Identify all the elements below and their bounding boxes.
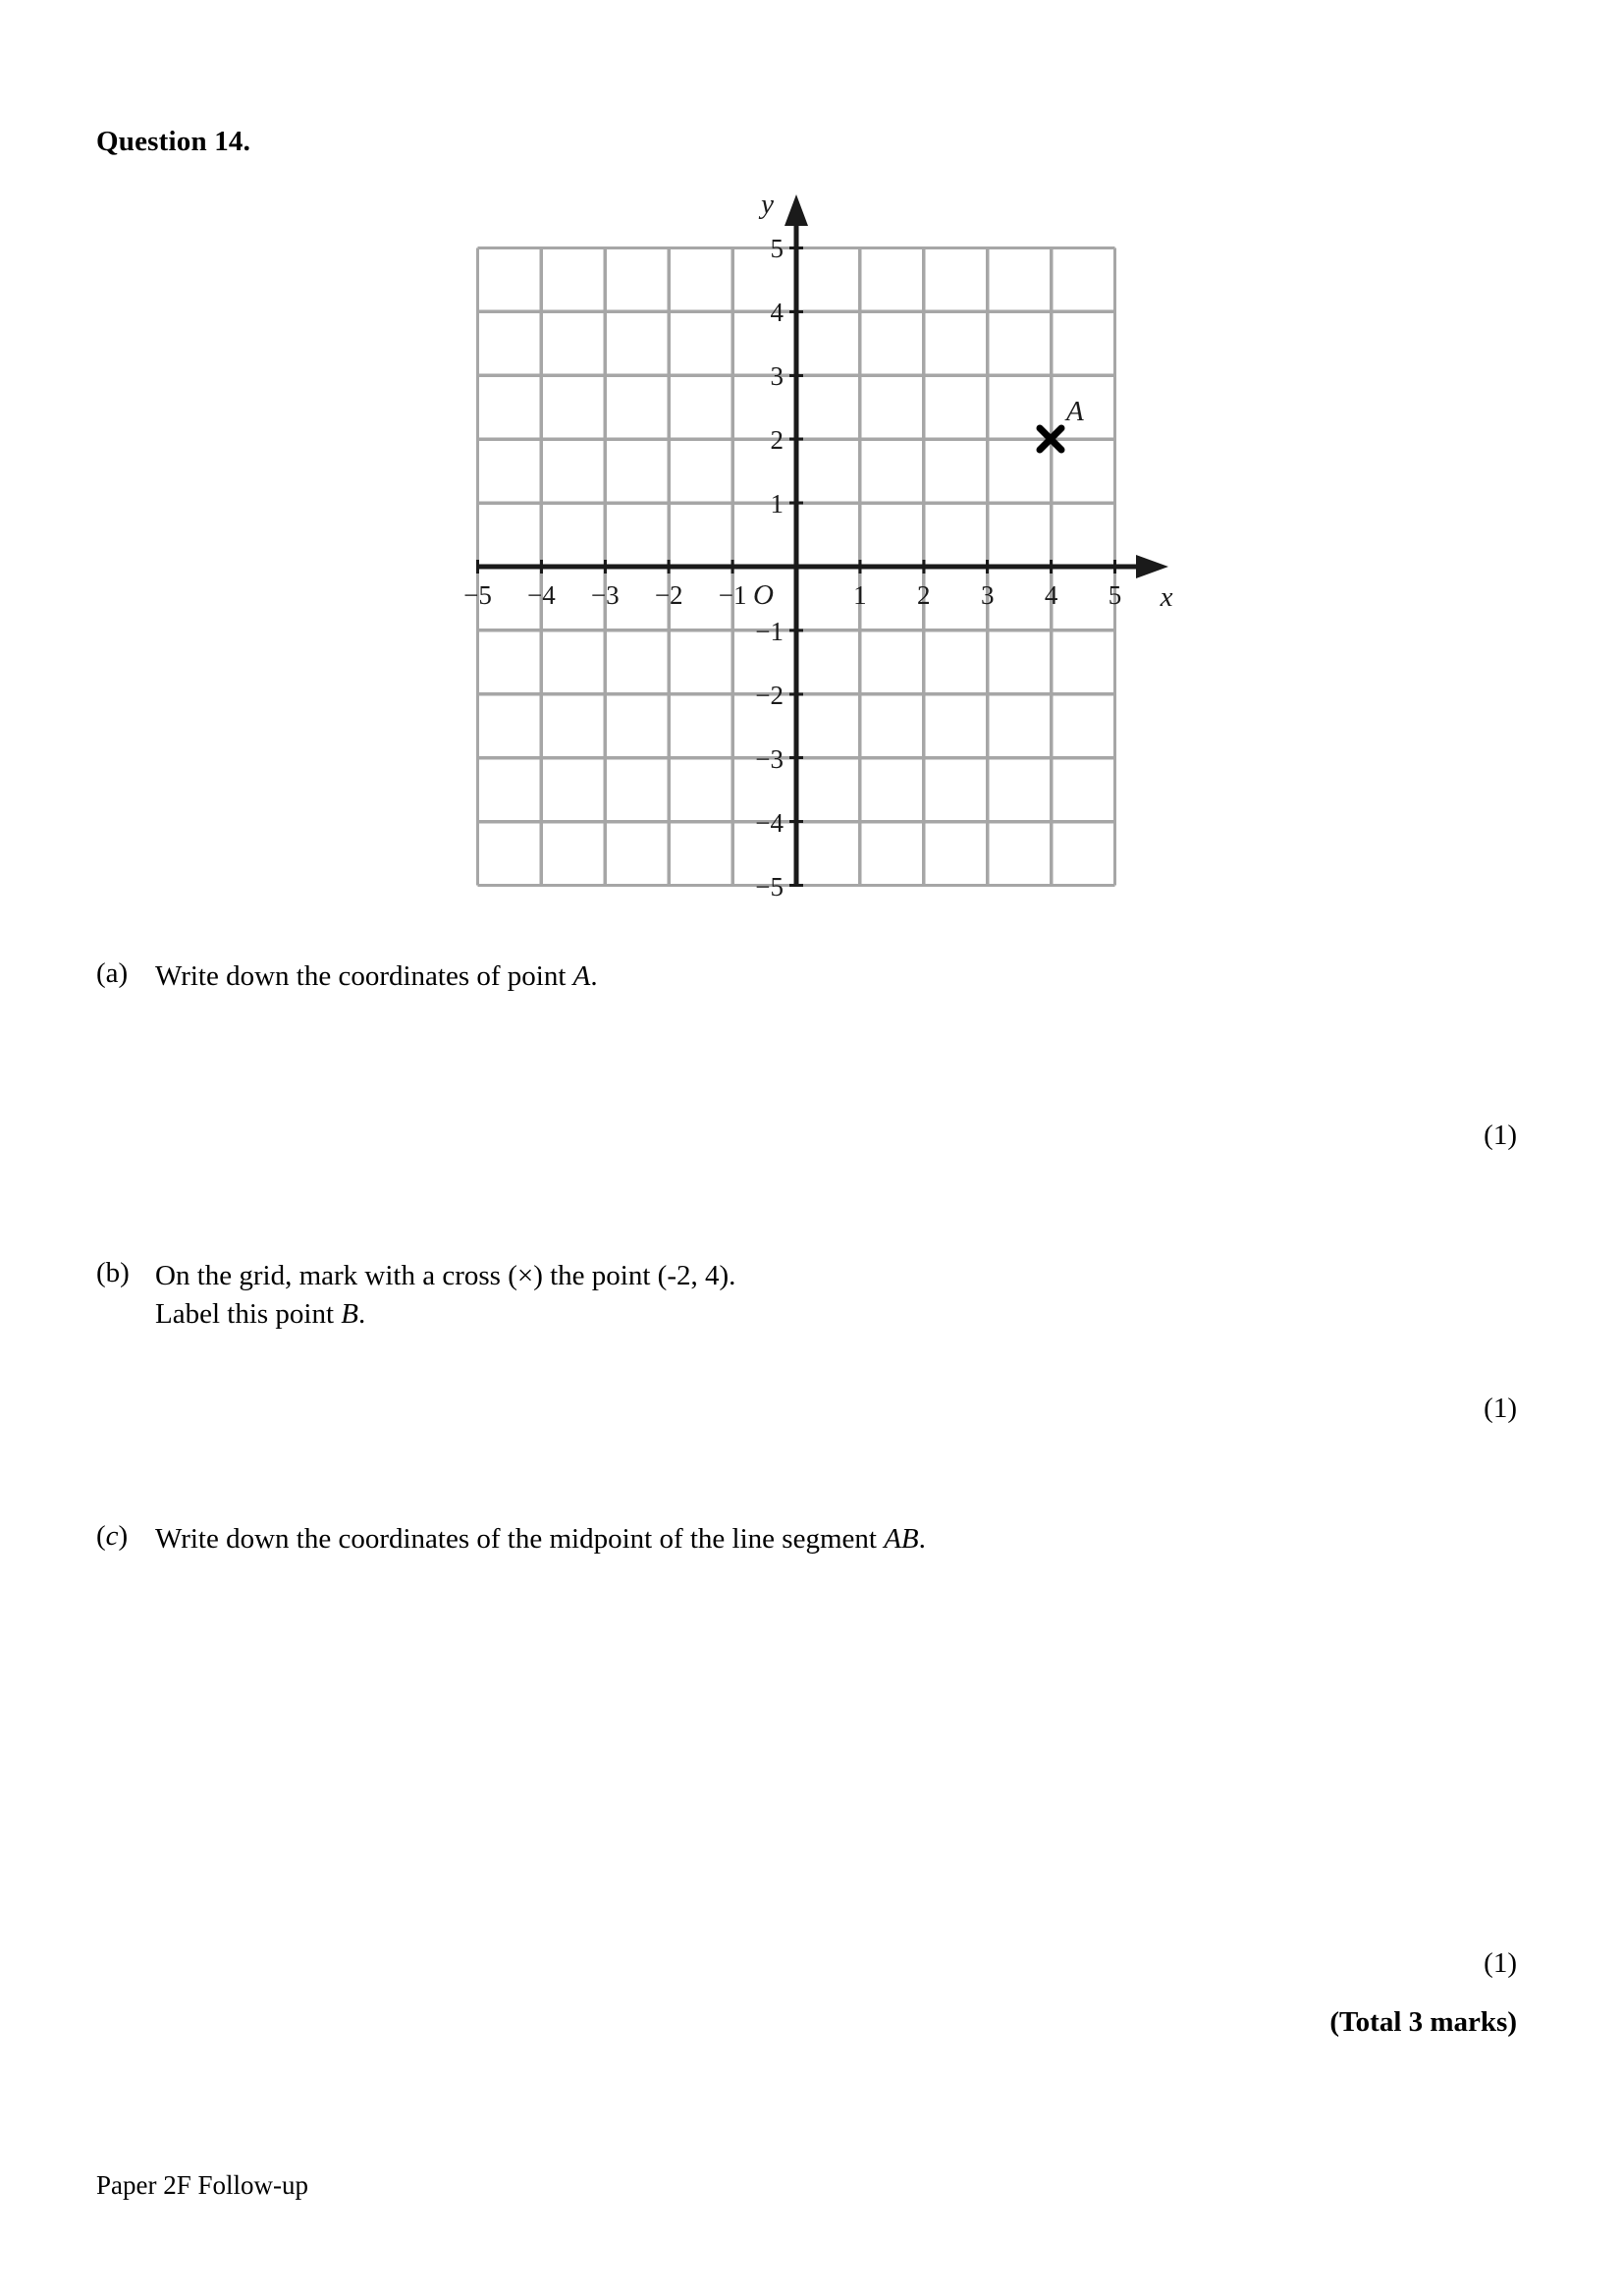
x-axis-arrow <box>1136 555 1168 578</box>
part-c-text-tail: . <box>918 1523 926 1555</box>
part-c-label <box>96 1520 128 1553</box>
y-tick-label: 5 <box>770 234 784 263</box>
part-a-point-name: A <box>572 960 591 992</box>
part-b-point-name: B <box>341 1298 358 1331</box>
page-footer: Paper 2F Follow-up <box>96 2170 308 2200</box>
origin-label: O <box>753 579 774 611</box>
y-axis-label: y <box>761 189 774 220</box>
y-tick-label: 3 <box>770 361 784 391</box>
part-a-text-tail: . <box>590 960 598 992</box>
y-axis-arrow <box>784 194 808 226</box>
part-b-line-2 <box>155 1295 735 1334</box>
part-b-line-2-tail: . <box>358 1298 366 1331</box>
part-b-text <box>155 1257 735 1334</box>
part-b-label: (b) <box>96 1257 130 1288</box>
part-c-label-close: ) <box>118 1520 129 1552</box>
x-tick-label: −3 <box>590 580 620 610</box>
point-a-label: A <box>1066 396 1084 427</box>
y-tick-label: −4 <box>755 808 784 838</box>
x-tick-label: 1 <box>853 580 867 610</box>
part-c-text <box>155 1520 926 1558</box>
x-tick-label: 4 <box>1044 580 1058 610</box>
x-tick-label: 2 <box>917 580 931 610</box>
x-tick-labels <box>463 580 1121 610</box>
x-tick-label: −4 <box>527 580 556 610</box>
coordinate-grid-figure <box>393 177 1198 933</box>
part-a-text <box>155 957 598 996</box>
x-tick-label: −1 <box>718 580 747 610</box>
y-tick-label: −5 <box>755 872 784 902</box>
y-tick-label: −3 <box>755 744 784 774</box>
part-c-text-main: Write down the coordinates of the midpoint of the line segment <box>155 1523 885 1555</box>
x-tick-label: −5 <box>463 580 492 610</box>
page-title: Question 14. <box>96 126 251 157</box>
x-tick-label: 5 <box>1108 580 1122 610</box>
y-tick-label: −1 <box>755 617 784 646</box>
y-tick-label: 4 <box>770 298 784 327</box>
part-a-label: (a) <box>96 957 129 989</box>
y-tick-label: 1 <box>770 489 784 519</box>
axes <box>478 194 1169 886</box>
part-b-line-1: On the grid, mark with a cross (×) the point (-2, 4). <box>155 1260 736 1291</box>
x-tick-label: 3 <box>980 580 995 610</box>
y-tick-label: −2 <box>755 681 784 710</box>
part-a-text-main: Write down the coordinates of point <box>155 960 573 992</box>
part-b-line-2-main: Label this point <box>155 1298 342 1331</box>
x-tick-label: −2 <box>654 580 683 610</box>
coordinate-grid-svg <box>393 177 1198 933</box>
part-c-label-open: ( <box>96 1520 106 1552</box>
part-c-label-letter: c <box>105 1520 119 1552</box>
part-a-marks: (1) <box>1484 1120 1517 1151</box>
x-axis-label: x <box>1160 581 1173 613</box>
total-marks: (Total 3 marks) <box>1329 2006 1517 2038</box>
y-tick-label: 2 <box>770 425 784 455</box>
part-c-marks: (1) <box>1484 1947 1517 1979</box>
part-b-marks: (1) <box>1484 1393 1517 1424</box>
part-c-segment-name: AB <box>884 1523 919 1555</box>
